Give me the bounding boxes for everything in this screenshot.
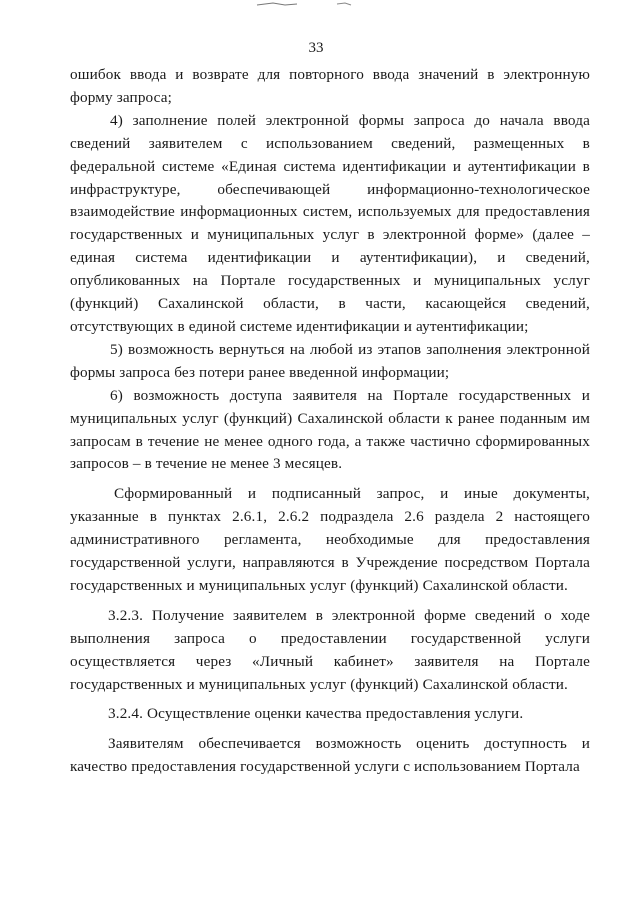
section-3-2-3: 3.2.3. Получение заявителем в электронной форме сведений о ходе выполнения запроса о предоставлении государственной услуги осуществляется через «Личный кабинет» заявителя на Портале государственных и муниципальных услуг (функций) Сахалинской области. — [70, 606, 590, 693]
list-item-6: 6) возможность доступа заявителя на Портале государственных и муниципальных услуг (функций) Сахалинской области к ранее поданным им запросам в течение не менее одного года, а также частично сформированных запросов – в течение не менее 3 месяцев. — [70, 386, 590, 473]
scan-artifact-mark — [255, 2, 375, 6]
document-body — [70, 64, 590, 779]
paragraph-continuation: ошибок ввода и возврате для повторного ввода значений в электронную форму запроса; — [70, 66, 590, 106]
list-item-5: 5) возможность вернуться на любой из этапов заполнения электронной формы запроса без потери ранее введенной информации; — [70, 340, 590, 381]
paragraph-submission: Сформированный и подписанный запрос, и иные документы, указанные в пунктах 2.6.1, 2.6.2 подраздела 2.6 раздела 2 настоящего административного регламента, необходимые для предоставления государственной услуги, направляются в Учреждение посредством Портала государственных и муниципальных услуг (функций) Сахалинской области. — [70, 485, 590, 594]
page-number: 33 — [308, 40, 324, 56]
section-3-2-4-heading: 3.2.4. Осуществление оценки качества предоставления услуги. — [108, 705, 524, 723]
list-item-4: 4) заполнение полей электронной формы запроса до начала ввода сведений заявителем с использованием сведений, размещенных в федеральной системе «Единая система идентификации и аутентификации в инфраструктуре, обеспечивающей информационно-технологическое взаимодействие информационных систем, используемых для предоставления государственных и муниципальных услуг в электронной форме» (далее – единая система идентификации и аутентификации), и сведений, опубликованных на Портале государственных и муниципальных услуг (функций) Сахалинской области, в части, касающейся сведений, отсутствующих в единой системе идентификации и аутентификации; — [70, 111, 590, 335]
paragraph-quality-assessment: Заявителям обеспечивается возможность оценить доступность и качество предоставления государственной услуги с использованием Портала — [70, 735, 590, 776]
